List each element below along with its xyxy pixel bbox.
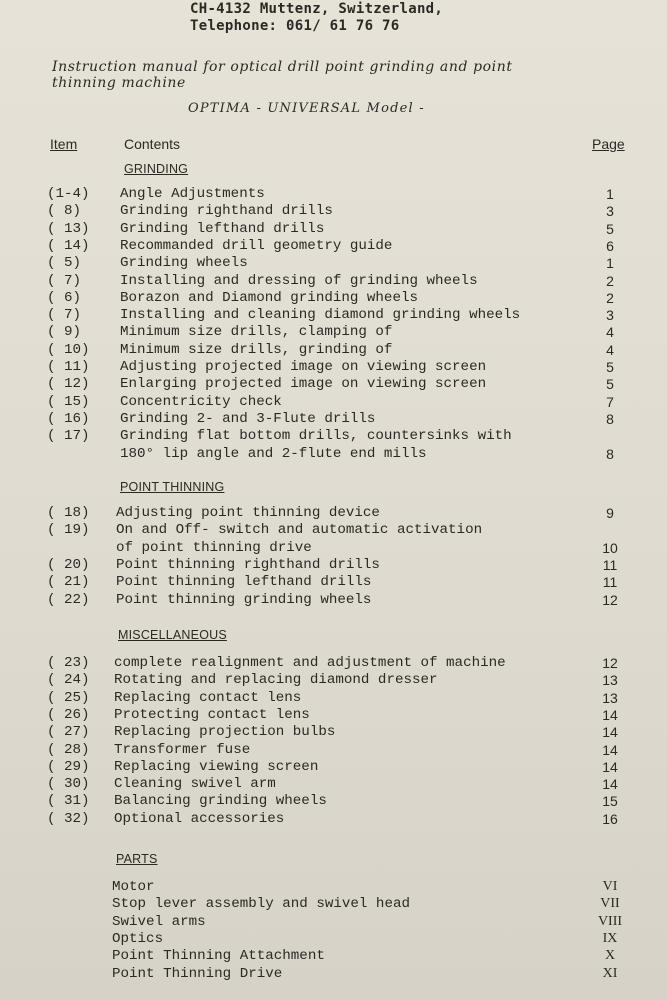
toc-row [0, 742, 667, 760]
toc-entry-text: Grinding lefthand drills [120, 220, 325, 237]
toc-entry-text: Optics [112, 930, 164, 947]
toc-row [0, 574, 667, 592]
toc-row [0, 931, 667, 949]
toc-item-number: ( 30) [47, 776, 90, 793]
toc-page-number: 5 [606, 359, 614, 375]
toc-item-number: ( 5) [47, 255, 82, 272]
toc-row [0, 290, 667, 308]
toc-row [0, 811, 667, 829]
toc-item-number: ( 21) [47, 574, 90, 591]
toc-page-number: 1 [606, 186, 614, 202]
toc-entry-text: Point Thinning Attachment [112, 948, 325, 965]
toc-entry-text: Grinding 2- and 3-Flute drills [120, 410, 376, 427]
toc-item-number: (1-4) [47, 186, 90, 202]
toc-item-number: ( 22) [47, 591, 90, 608]
toc-row [0, 221, 667, 239]
toc-entry-text: Borazon and Diamond grinding wheels [120, 289, 418, 306]
toc-entry-text: Angle Adjustments [120, 186, 265, 202]
toc-item-number: ( 12) [47, 376, 90, 393]
toc-page-number: X [604, 948, 616, 964]
toc-entry-text: Adjusting point thinning device [116, 505, 380, 521]
toc-entry-text: Point thinning lefthand drills [116, 574, 372, 591]
toc-page-number: VII [600, 896, 620, 912]
toc-row [0, 186, 667, 204]
toc-item-number: ( 7) [47, 307, 82, 324]
header-telephone: Telephone: 061/ 61 76 76 [190, 18, 400, 34]
section-heading: POINT THINNING [120, 480, 225, 494]
toc-entry-text: Minimum size drills, grinding of [120, 341, 393, 358]
toc-entry-text: Point thinning righthand drills [116, 556, 380, 573]
toc-item-number: ( 11) [47, 359, 90, 375]
toc-item-number: ( 23) [47, 655, 90, 671]
toc-row [0, 522, 667, 540]
toc-entry-text: Adjusting projected image on viewing screen [120, 359, 487, 375]
toc-entry-text: Minimum size drills, clamping of [120, 324, 393, 341]
toc-entry-text: Replacing projection bulbs [114, 724, 336, 741]
toc-page-number: 4 [606, 341, 614, 358]
toc-row [0, 592, 667, 610]
toc-entry-text: Stop lever assembly and swivel head [112, 896, 410, 913]
toc-row [0, 948, 667, 966]
toc-item-number: ( 8) [47, 203, 82, 220]
toc-row [0, 896, 667, 914]
manual-title-line1: Instruction manual for optical drill point grinding and point [52, 59, 513, 75]
toc-row [0, 505, 667, 523]
toc-entry-text: On and Off- switch and automatic activation [116, 522, 483, 539]
toc-row [0, 411, 667, 429]
toc-entry-text: Replacing contact lens [114, 689, 302, 706]
toc-row [0, 759, 667, 777]
toc-row [0, 707, 667, 725]
toc-row [0, 394, 667, 412]
toc-page-number: 11 [602, 574, 618, 591]
toc-page-number: 8 [606, 445, 614, 462]
toc-page-number: 15 [602, 793, 618, 810]
toc-page-number: 6 [606, 237, 614, 254]
toc-entry-text: of point thinning drive [116, 539, 312, 556]
toc-page-number: 14 [602, 758, 618, 775]
model-name: OPTIMA - UNIVERSAL Model - [188, 101, 425, 116]
toc-entry-text: Balancing grinding wheels [114, 793, 327, 810]
toc-item-number: ( 31) [47, 793, 90, 810]
toc-entry-text: Swivel arms [112, 913, 206, 930]
toc-entry-text: Motor [112, 879, 155, 895]
toc-page-number: 1 [606, 255, 614, 272]
toc-row [0, 672, 667, 690]
column-header-contents: Contents [124, 136, 181, 152]
toc-page-number: 10 [602, 539, 618, 556]
toc-row [0, 255, 667, 273]
toc-item-number: ( 25) [47, 689, 90, 706]
toc-page-number: 11 [602, 556, 618, 573]
toc-item-number: ( 20) [47, 556, 90, 573]
toc-row [0, 879, 667, 897]
toc-page-number: 13 [602, 689, 618, 706]
toc-entry-text: Transformer fuse [114, 741, 251, 758]
toc-row [0, 655, 667, 673]
toc-row [0, 273, 667, 291]
toc-page-number: 3 [606, 203, 614, 220]
toc-row [0, 203, 667, 221]
manual-title-line2: thinning machine [52, 75, 186, 91]
toc-entry-text: Enlarging projected image on viewing screen [120, 376, 487, 393]
toc-row [0, 446, 667, 464]
toc-item-number: ( 24) [47, 672, 90, 689]
toc-row [0, 238, 667, 256]
toc-page-number: 13 [602, 672, 618, 689]
toc-item-number: ( 17) [47, 428, 90, 445]
toc-entry-text: Installing and cleaning diamond grinding wheels [120, 307, 521, 324]
section-heading: MISCELLANEOUS [118, 628, 227, 642]
toc-row [0, 342, 667, 360]
toc-item-number: ( 32) [47, 810, 90, 827]
toc-entry-text: Cleaning swivel arm [114, 776, 276, 793]
toc-item-number: ( 13) [47, 220, 90, 237]
toc-page-number: 12 [602, 591, 618, 608]
toc-entry-text: complete realignment and adjustment of machine [114, 655, 506, 671]
toc-item-number: ( 6) [47, 289, 82, 306]
toc-item-number: ( 18) [47, 505, 90, 521]
toc-row [0, 557, 667, 575]
column-header-item: Item [50, 136, 78, 152]
toc-page-number: 7 [606, 393, 614, 410]
toc-row [0, 324, 667, 342]
header-address: CH-4132 Muttenz, Switzerland, [190, 1, 444, 17]
toc-entry-text: Protecting contact lens [114, 706, 310, 723]
toc-row [0, 359, 667, 377]
toc-page-number: 8 [606, 410, 614, 427]
toc-entry-text: Grinding flat bottom drills, countersinks with [120, 428, 512, 445]
toc-item-number: ( 7) [47, 272, 82, 289]
toc-entry-text: Point thinning grinding wheels [116, 591, 372, 608]
toc-row [0, 690, 667, 708]
toc-item-number: ( 14) [47, 237, 90, 254]
toc-page-number: IX [602, 930, 618, 946]
section-heading: PARTS [116, 852, 158, 866]
toc-page-number: 14 [602, 724, 618, 741]
toc-row [0, 307, 667, 325]
toc-entry-text: Grinding wheels [120, 255, 248, 272]
toc-row [0, 793, 667, 811]
toc-page-number: 14 [602, 741, 618, 758]
toc-entry-text: Recommanded drill geometry guide [120, 237, 393, 254]
toc-entry-text: Rotating and replacing diamond dresser [114, 672, 438, 689]
toc-item-number: ( 28) [47, 741, 90, 758]
toc-item-number: ( 16) [47, 410, 90, 427]
toc-page-number: 9 [606, 505, 614, 521]
section-heading: GRINDING [124, 162, 189, 176]
toc-page-number: 14 [602, 706, 618, 723]
toc-page-number: 14 [602, 776, 618, 793]
toc-page-number: 2 [606, 289, 614, 306]
toc-item-number: ( 29) [47, 758, 90, 775]
toc-item-number: ( 10) [47, 341, 90, 358]
toc-page-number: 5 [606, 220, 614, 237]
toc-item-number: ( 9) [47, 324, 82, 341]
toc-page-number: 3 [606, 307, 614, 324]
toc-entry-text: Optional accessories [114, 810, 285, 827]
toc-page-number: VIII [597, 913, 623, 929]
toc-page-number: 16 [602, 810, 618, 827]
toc-row [0, 376, 667, 394]
toc-page-number: 5 [606, 376, 614, 393]
toc-row [0, 776, 667, 794]
toc-row [0, 966, 667, 984]
toc-page-number: XI [602, 965, 618, 981]
toc-row [0, 914, 667, 932]
toc-row [0, 724, 667, 742]
toc-page-number: 4 [606, 324, 614, 341]
toc-entry-text: Point Thinning Drive [112, 965, 283, 982]
toc-item-number: ( 19) [47, 522, 90, 539]
toc-page-number: VI [602, 879, 618, 894]
toc-page-number: 2 [606, 272, 614, 289]
toc-entry-text: Installing and dressing of grinding wheels [120, 272, 478, 289]
toc-item-number: ( 15) [47, 393, 90, 410]
toc-item-number: ( 27) [47, 724, 90, 741]
toc-entry-text: 180° lip angle and 2-flute end mills [120, 445, 427, 462]
toc-row [0, 540, 667, 558]
toc-entry-text: Replacing viewing screen [114, 758, 319, 775]
toc-page-number: 12 [602, 655, 618, 671]
toc-entry-text: Grinding righthand drills [120, 203, 333, 220]
toc-item-number: ( 26) [47, 706, 90, 723]
column-header-page: Page [592, 136, 625, 152]
toc-entry-text: Concentricity check [120, 393, 282, 410]
toc-row [0, 428, 667, 446]
